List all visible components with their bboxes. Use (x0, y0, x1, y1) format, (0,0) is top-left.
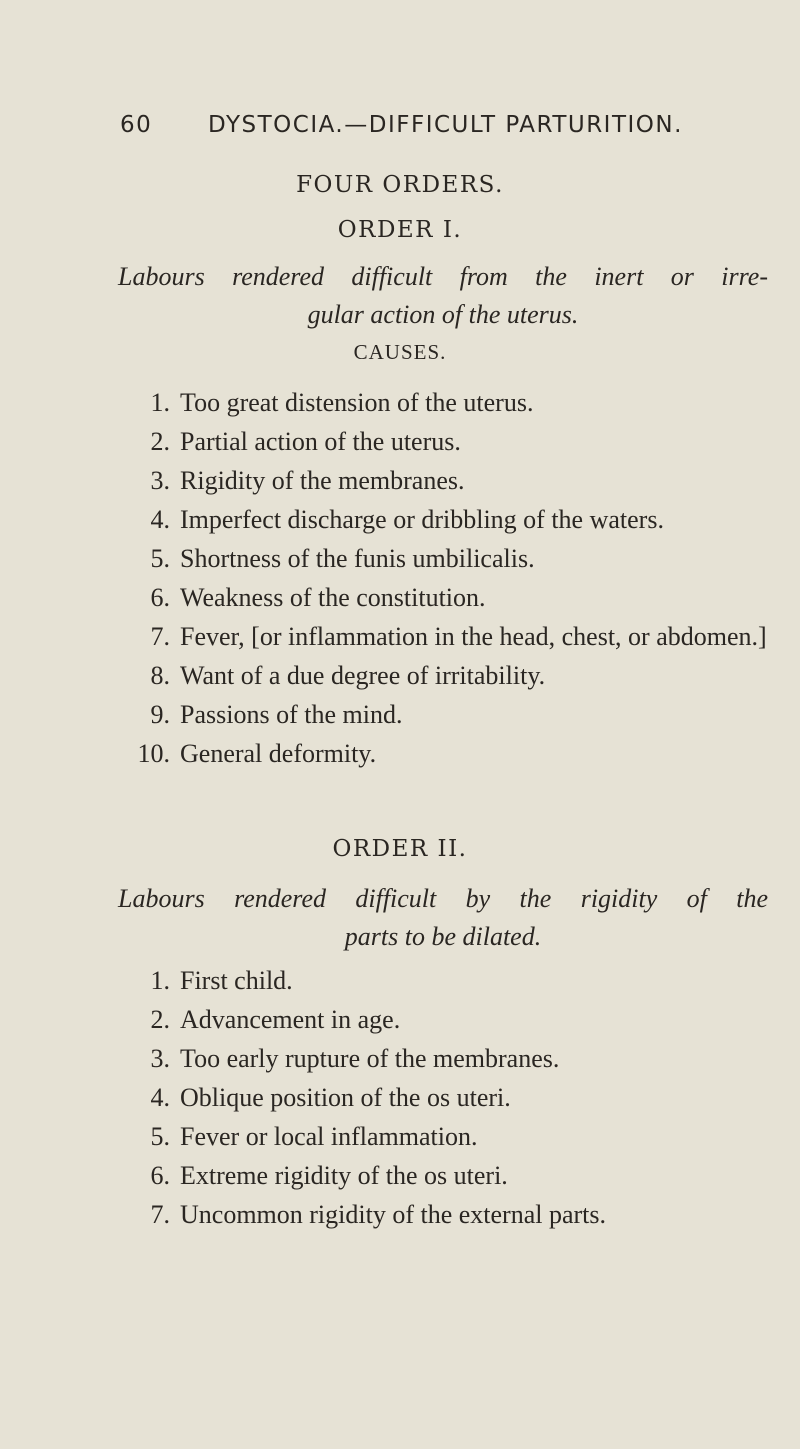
item-number: 5. (150, 544, 170, 573)
running-head (120, 112, 740, 148)
order-2-item-list (118, 963, 768, 1236)
item-number: 8. (150, 661, 170, 690)
list-item (118, 1002, 768, 1038)
item-number: 5. (150, 1122, 170, 1151)
item-number: 4. (150, 505, 170, 534)
item-text: Rigidity of the membranes. (180, 466, 465, 495)
list-item (118, 736, 768, 772)
item-text: Advancement in age. (180, 1005, 401, 1034)
list-item (118, 385, 768, 421)
list-item (118, 619, 768, 655)
item-number: 2. (150, 1005, 170, 1034)
item-number: 9. (150, 700, 170, 729)
item-text: Oblique position of the os uteri. (180, 1083, 511, 1112)
item-text: Shortness of the funis umbilicalis. (180, 544, 535, 573)
order-2-description-line-2: parts to be dilated. (344, 922, 542, 951)
item-number: 2. (150, 427, 170, 456)
item-text: General deformity. (180, 739, 377, 768)
item-number: 6. (150, 583, 170, 612)
item-text: Partial action of the uterus. (180, 427, 461, 456)
order-1-cause-list (118, 385, 768, 775)
list-item (118, 502, 768, 538)
list-item (118, 424, 768, 460)
item-text: Extreme rigidity of the os uteri. (180, 1161, 508, 1190)
causes-heading: CAUSES. (353, 340, 447, 364)
item-text: Weakness of the constitution. (180, 583, 486, 612)
item-number: 1. (150, 966, 170, 995)
order-1-heading: ORDER I. (337, 217, 463, 243)
order-2-description-line-1: Labours rendered difficult by the rigidity of the (118, 884, 768, 913)
list-item (118, 1119, 768, 1155)
list-item (118, 658, 768, 694)
item-number: 6. (150, 1161, 170, 1190)
page-number: 60 (120, 112, 153, 138)
item-text: Too great distension of the uterus. (180, 388, 534, 417)
item-text: Passions of the mind. (180, 700, 403, 729)
item-text: Too early rupture of the membranes. (180, 1044, 560, 1073)
order-2-description (118, 880, 768, 956)
item-text: First child. (180, 966, 293, 995)
list-item (118, 1197, 768, 1233)
running-title: DYSTOCIA.—DIFFICULT PARTURITION. (208, 112, 683, 138)
list-item (118, 463, 768, 499)
item-number: 1. (150, 388, 170, 417)
item-text: Fever, [or inflammation in the head, chest, or abdomen.] (180, 622, 767, 651)
item-text: Want of a due degree of irritability. (180, 661, 546, 690)
list-item (118, 697, 768, 733)
list-item (118, 1080, 768, 1116)
order-2-heading: ORDER II. (332, 836, 468, 862)
list-item (118, 541, 768, 577)
item-number: 7. (150, 622, 170, 651)
item-number: 10. (137, 739, 170, 768)
item-number: 7. (150, 1200, 170, 1229)
item-number: 3. (150, 466, 170, 495)
order-1-description-line-2: gular action of the uterus. (307, 300, 579, 329)
item-number: 4. (150, 1083, 170, 1112)
list-item (118, 580, 768, 616)
list-item (118, 1158, 768, 1194)
item-text: Imperfect discharge or dribbling of the waters. (180, 505, 664, 534)
item-text: Fever or local inflammation. (180, 1122, 478, 1151)
section-heading: FOUR ORDERS. (296, 172, 504, 198)
list-item (118, 1041, 768, 1077)
item-number: 3. (150, 1044, 170, 1073)
order-1-description-line-1: Labours rendered difficult from the inert or irre- (118, 262, 768, 291)
item-text: Uncommon rigidity of the external parts. (180, 1200, 607, 1229)
list-item (118, 963, 768, 999)
order-1-description (118, 258, 768, 334)
